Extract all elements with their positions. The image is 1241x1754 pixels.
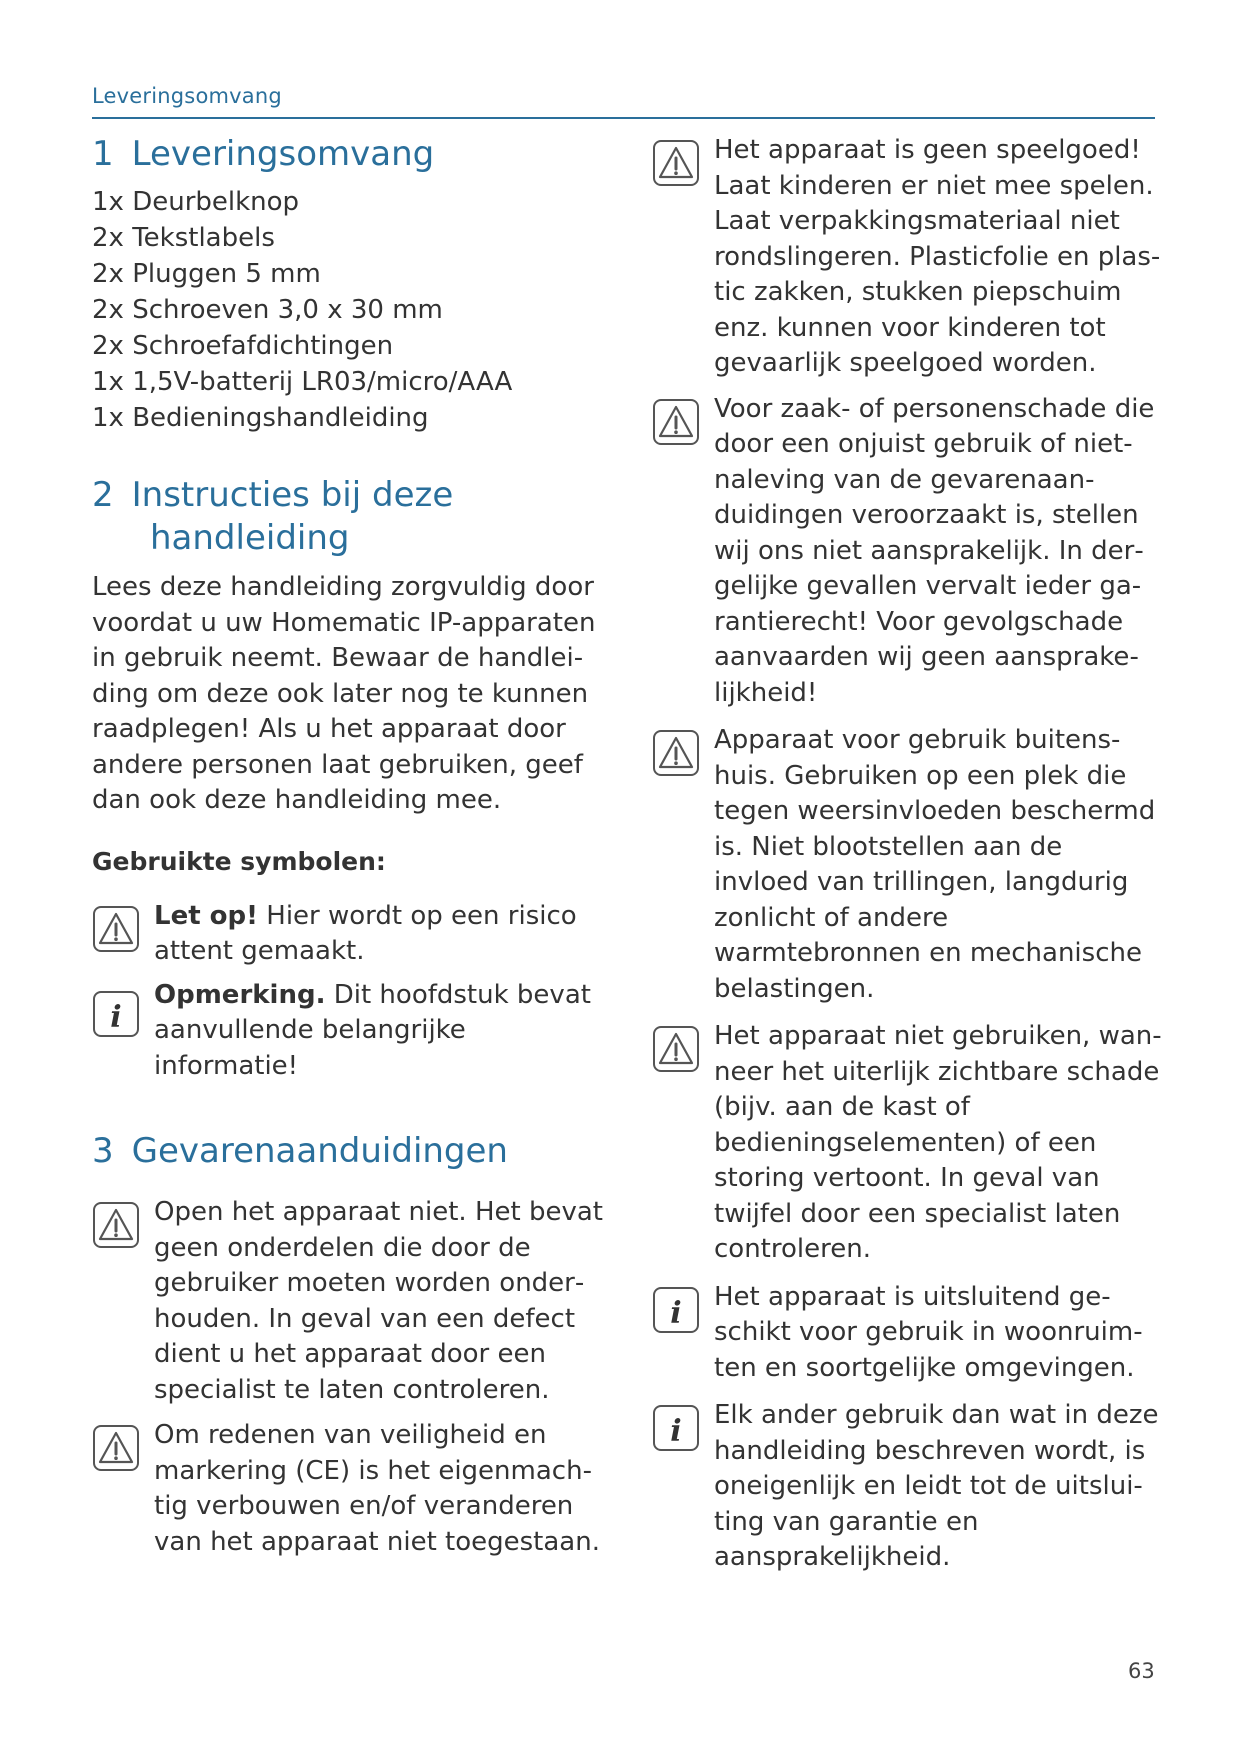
left-column	[92, 133, 612, 1560]
info-text: Het apparaat is uitsluitend geschikt voor gebruik in woonruimten en soortgelijke omgevingen.	[714, 1281, 1143, 1383]
delivery-list	[92, 184, 612, 436]
warning-icon	[92, 905, 140, 953]
warning-text: Het apparaat is geen speelgoed! Laat kinderen er niet mee spelen. Laat verpakkingsmateriaal niet rondslingeren. Plasticfolie en plastic zakken, stukken piepschuim enz. kunnen voor kinderen tot gevaarlijk speelgoed worden.	[714, 135, 1161, 378]
warning-text: Apparaat voor gebruik buitenshuis. Gebruiken op een plek die tegen weersinvloeden beschermd is. Niet blootstellen aan de invloed van trillingen, langdurig zonlicht of andere warmtebronnen en mechanische belastingen.	[714, 725, 1156, 1004]
symbol-warning-note	[92, 899, 612, 970]
section-1-heading	[92, 133, 612, 176]
warning-icon	[652, 139, 700, 187]
list-item: 2x Tekstlabels	[92, 223, 275, 253]
section-1-title: Leveringsomvang	[131, 134, 435, 174]
symbol-warning-desc: Hier wordt op een risico attent gemaakt.	[154, 900, 577, 966]
warning-icon	[652, 398, 700, 446]
warning-text: Voor zaak- of personenschade die door een onjuist gebruik of niet-naleving van de gevarenaanduidingen veroorzaakt is, stellen wij ons niet aansprakelijk. In dergelijke gevallen vervalt ieder garantierecht! Voor gevolgschade aanvaarden wij geen aansprakelijkheid!	[714, 393, 1155, 708]
info-text: Elk ander gebruik dan wat in deze handleiding beschreven wordt, is oneigenlijk en leidt tot de uitsluiting van garantie en aansprakelijkheid.	[714, 1400, 1159, 1572]
warning-note	[652, 392, 1162, 712]
section-3-heading	[92, 1130, 612, 1173]
symbol-warning-text	[154, 899, 612, 970]
warning-note	[652, 133, 1162, 382]
warning-note	[652, 723, 1162, 1007]
list-item: 1x Bedieningshandleiding	[92, 403, 429, 433]
list-item: 2x Pluggen 5 mm	[92, 259, 321, 289]
warning-icon	[92, 1424, 140, 1472]
list-item: 2x Schroeven 3,0 x 30 mm	[92, 295, 443, 325]
section-2-title-line2: handleiding	[150, 518, 350, 558]
warning-text: Het apparaat niet gebruiken, wanneer het uiterlijk zichtbare schade (bijv. aan de kast of bedieningselementen) of een storing vertoont. In geval van twijfel door een specialist laten controleren.	[714, 1021, 1162, 1264]
info-icon	[652, 1404, 700, 1452]
symbol-info-desc: Dit hoofdstuk bevat aanvullende belangrijke informatie!	[154, 979, 591, 1081]
page-number: 63	[1128, 1659, 1155, 1683]
info-icon	[652, 1286, 700, 1334]
header-rule	[92, 117, 1155, 119]
right-column	[652, 133, 1162, 1576]
warning-icon	[652, 729, 700, 777]
svg-text:i: i	[670, 1414, 682, 1449]
symbol-warning-bold: Let op!	[154, 900, 259, 931]
info-note	[652, 1280, 1162, 1387]
warning-note	[652, 1019, 1162, 1268]
section-3-title: Gevarenaanduidingen	[131, 1131, 508, 1171]
svg-text:i: i	[110, 999, 122, 1035]
list-item: 1x Deurbelknop	[92, 187, 300, 217]
symbol-info-bold: Opmerking.	[154, 979, 326, 1010]
warning-icon	[92, 1201, 140, 1249]
symbol-info-note	[92, 978, 612, 1085]
section-2-heading	[92, 474, 612, 560]
section-2-number: 2	[92, 475, 114, 515]
section-1-number: 1	[92, 134, 114, 174]
list-item: 2x Schroefafdichtingen	[92, 331, 394, 361]
running-header: Leveringsomvang	[92, 84, 282, 108]
warning-text: Om redenen van veiligheid en markering (CE) is het eigenmachtig verbouwen en/of veranderen van het apparaat niet toegestaan.	[154, 1420, 600, 1557]
info-note	[652, 1398, 1162, 1576]
warning-note	[92, 1418, 612, 1560]
list-item: 1x 1,5V-batterij LR03/micro/AAA	[92, 367, 513, 397]
symbol-info-text	[154, 978, 612, 1085]
section-2-intro: Lees deze handleiding zorgvuldig door voordat u uw Homematic IP-apparaten in gebruik neemt. Bewaar de handleiding om deze ook later nog te kunnen raadplegen! Als u het apparaat door andere personen laat gebruiken, geef dan ook deze handleiding mee.	[92, 572, 596, 815]
svg-text:i: i	[670, 1295, 682, 1331]
warning-note	[92, 1195, 612, 1408]
symbols-heading: Gebruikte symbolen:	[92, 846, 386, 876]
section-2-title-line1: Instructies bij deze	[131, 475, 454, 515]
info-icon	[92, 990, 140, 1038]
warning-text: Open het apparaat niet. Het bevat geen onderdelen die door de gebruiker moeten worden onderhouden. In geval van een defect dient u het apparaat door een specialist te laten controleren.	[154, 1197, 603, 1405]
warning-icon	[652, 1025, 700, 1073]
section-3-number: 3	[92, 1131, 114, 1171]
